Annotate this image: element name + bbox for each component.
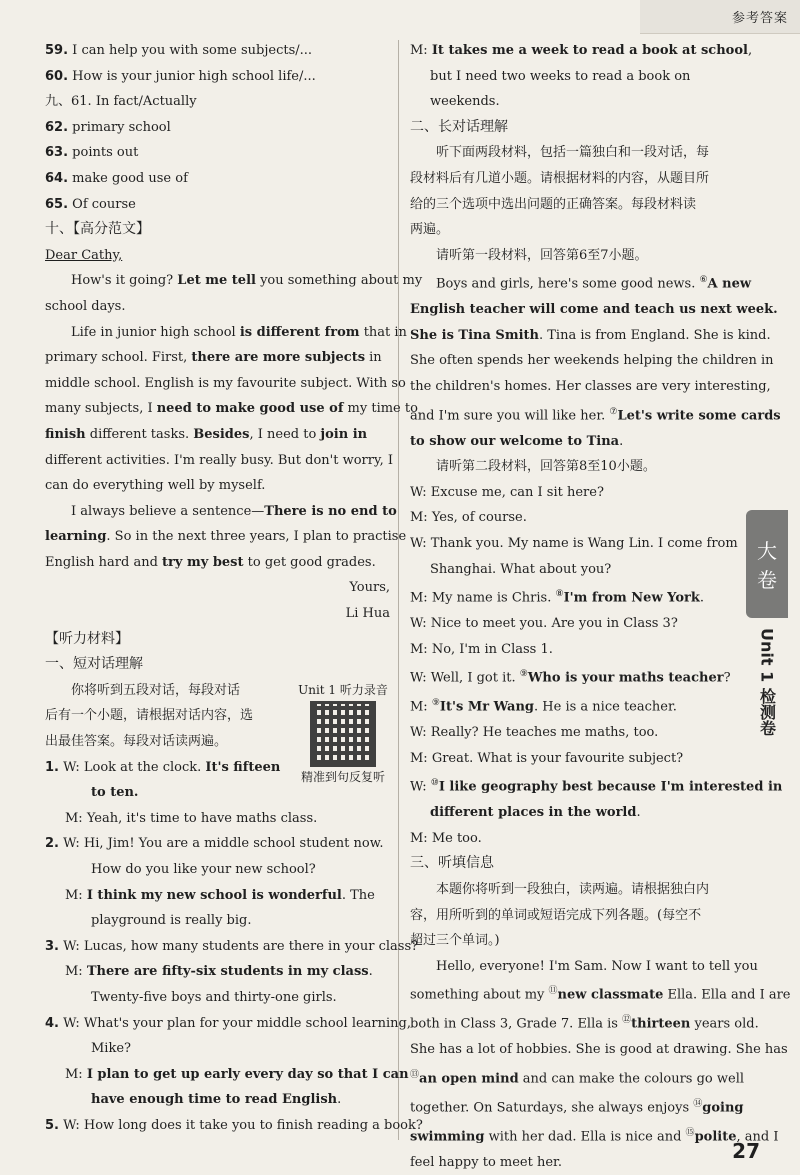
essay-p2-line3: middle school. English is my favourite subject. With so — [45, 375, 406, 391]
q6-7-instr: 请听第一段材料，回答第6至7小题。 — [436, 247, 648, 263]
dlg-row8: M: ⑨It's Mr Wang. He is a nice teacher. — [410, 698, 677, 715]
dialog-2-m: M: I think my new school is wonderful. The — [65, 887, 375, 903]
dlg-row5: W: Nice to meet you. Are you in Class 3? — [410, 616, 678, 632]
dialog-4-w-cont: Mike? — [91, 1041, 132, 1057]
section-2-instr-2: 段材料后有几道小题。请根据材料的内容，从题目所 — [410, 170, 710, 186]
essay-p2-line2: primary school. First, there are more subjects in — [45, 350, 382, 366]
dlg-row12: M: Me too. — [410, 830, 482, 846]
dlg-row9: W: Really? He teaches me maths, too. — [410, 725, 659, 741]
section-1-heading: 一、短对话理解 — [45, 656, 143, 673]
fill-line2: something about my ⑪new classmate Ella. Ella and I are — [410, 986, 791, 1003]
fill-line5: ⑬an open mind and can make the colours go well — [410, 1069, 745, 1087]
left-column — [45, 38, 423, 1139]
page-header — [640, 0, 800, 34]
qr-code-icon[interactable] — [310, 701, 376, 767]
section-10-heading: 十、【高分范文】 — [45, 221, 150, 238]
essay-p2-line1: Life in junior high school is different from that in — [71, 324, 407, 340]
essay-p1-line1: How's it going? Let me tell you something about my — [71, 273, 423, 289]
essay-p3-line2: learning. So in the next three years, I plan to practise — [45, 529, 407, 545]
column-divider — [398, 40, 399, 1140]
answer-62: 62. primary school — [45, 119, 171, 135]
section-3-heading: 三、听填信息 — [410, 855, 494, 872]
dlg-row3-cont: Shanghai. What about you? — [430, 561, 612, 577]
letter-greeting: Dear Cathy, — [45, 247, 123, 263]
dialog-5-m-cont2: weekends. — [430, 94, 500, 110]
section-3-instr-2: 容，用所听到的单词或短语完成下列各题。(每空不 — [410, 907, 702, 923]
side-tab[interactable] — [746, 510, 788, 618]
answer-65: 65. Of course — [45, 196, 136, 212]
essay-p2-line7: can do everything well by myself. — [45, 478, 266, 494]
header-title: 参考答案 — [731, 11, 788, 26]
dlg-row11-cont: different places in the world. — [430, 805, 641, 821]
dialog-2-m-cont: playground is really big. — [91, 913, 252, 929]
answer-64: 64. make good use of — [45, 170, 188, 186]
mono-line7: to show our welcome to Tina. — [410, 433, 624, 449]
section-1-instr-1: 你将听到五段对话，每段对话 — [71, 682, 241, 698]
fill-line4: She has a lot of hobbies. She is good at drawing. She has — [410, 1042, 788, 1058]
listening-title: 【听力材料】 — [45, 630, 129, 647]
dialog-1-w: 1. W: Look at the clock. It's fifteen — [45, 759, 281, 775]
section-1-instr-3: 出最佳答案。每段对话读两遍。 — [45, 734, 228, 750]
mono-line6: and I'm sure you will like her. ⑦Let's write some cards — [410, 406, 781, 423]
fill-line3: both in Class 3, Grade 7. Ella is ⑫thirteen years old. — [410, 1015, 759, 1032]
letter-signature: Li Hua — [345, 606, 390, 622]
answer-59: 59. I can help you with some subjects/... — [45, 43, 313, 58]
dialog-3-m-cont: Twenty-five boys and thirty-one girls. — [91, 989, 337, 1005]
dlg-row11: W: ⑩I like geography best because I'm interested in — [410, 778, 783, 795]
dialog-1-w-cont: to ten. — [91, 785, 139, 801]
essay-p2-line4: many subjects, I need to make good use of my time to — [45, 401, 418, 417]
dlg-row2: M: Yes, of course. — [410, 510, 527, 526]
section-2-instr-3: 给的三个选项中选出问题的正确答案。每段材料读 — [410, 196, 697, 212]
side-tab-char2: 卷 — [757, 568, 777, 592]
side-tab-char1: 大 — [757, 539, 777, 563]
essay-p1-line2: school days. — [45, 298, 126, 314]
section-2-instr-4: 两遍。 — [410, 222, 450, 238]
dialog-4-m: M: I plan to get up early every day so that I can — [65, 1066, 409, 1082]
section-2-heading: 二、长对话理解 — [410, 118, 508, 135]
answer-63: 63. points out — [45, 145, 139, 161]
mono-line4: She often spends her weekends helping the children in — [410, 353, 774, 369]
section-2-instr-1: 听下面两段材料，包括一篇独白和一段对话，每 — [436, 145, 710, 161]
dlg-row1: W: Excuse me, can I sit here? — [410, 484, 604, 500]
dialog-5-m: M: It takes me a week to read a book at school, — [410, 43, 753, 58]
dialog-2-w-cont: How do you like your new school? — [91, 862, 316, 877]
mono-line2: English teacher will come and teach us next week. — [410, 302, 778, 318]
answer-60: 60. How is your junior high school life/... — [45, 68, 316, 84]
dlg-row6: M: No, I'm in Class 1. — [410, 641, 553, 657]
section-1-instr-2: 后有一个小题，请根据对话内容，选 — [45, 708, 254, 724]
dlg-row4: M: My name is Chris. ⑧I'm from New York. — [410, 589, 704, 606]
fill-line1: Hello, everyone! I'm Sam. Now I want to tell you — [436, 958, 758, 974]
dialog-1-m: M: Yeah, it's time to have maths class. — [65, 810, 318, 826]
qr-label: Unit 1 听力录音 — [298, 683, 388, 697]
fill-line6: together. On Saturdays, she always enjoys ⑭going — [410, 1098, 744, 1116]
page-number: 27 — [732, 1139, 760, 1163]
section-3-instr-1: 本题你将听到一段独白，读两遍。请根据独白内 — [436, 881, 710, 897]
dialog-4-m-cont: have enough time to read English. — [91, 1092, 342, 1108]
letter-closing: Yours, — [349, 580, 390, 596]
q8-10-instr: 请听第二段材料，回答第8至10小题。 — [436, 459, 656, 475]
dlg-row3: W: Thank you. My name is Wang Lin. I come from — [410, 535, 738, 551]
dialog-5-w: 5. W: How long does it take you to finish reading a book? — [45, 1117, 423, 1133]
fill-line7: swimming with her dad. Ella is nice and ⑮polite, and I — [410, 1127, 779, 1144]
dialog-5-m-cont1: but I need two weeks to read a book on — [430, 68, 691, 84]
essay-p2-line6: different activities. I'm really busy. But don't worry, I — [45, 452, 393, 468]
essay-p3-line3: English hard and try my best to get good grades. — [45, 554, 376, 570]
mono-line3: She is Tina Smith. Tina is from England. She is kind. — [410, 327, 771, 343]
dlg-row7: W: Well, I got it. ⑨Who is your maths teacher? — [410, 669, 731, 686]
fill-line8: feel happy to meet her. — [410, 1154, 562, 1170]
dlg-row10: M: Great. What is your favourite subject? — [410, 750, 684, 766]
mono-line1: Boys and girls, here's some good news. ⑥A new — [436, 275, 752, 292]
dialog-3-w: 3. W: Lucas, how many students are there in your class? — [45, 938, 419, 954]
essay-p2-line5: finish different tasks. Besides, I need to join in — [45, 426, 368, 442]
mono-line5: the children's homes. Her classes are very interesting, — [410, 379, 771, 395]
section-3-instr-3: 超过三个单词。) — [410, 933, 500, 949]
side-unit-label: Unit 1 检测卷 — [757, 628, 777, 736]
dialog-3-m: M: There are fifty-six students in my class. — [65, 964, 373, 980]
dialog-4-w: 4. W: What's your plan for your middle school learning, — [45, 1015, 412, 1031]
qr-caption: 精准到句反复听 — [300, 770, 385, 784]
dialog-2-w: 2. W: Hi, Jim! You are a middle school student now. — [45, 836, 384, 852]
qr-code-block[interactable] — [288, 682, 398, 786]
answer-61: 九、61. In fact/Actually — [45, 94, 197, 110]
essay-p3-line1: I always believe a sentence—There is no end to — [71, 503, 397, 519]
